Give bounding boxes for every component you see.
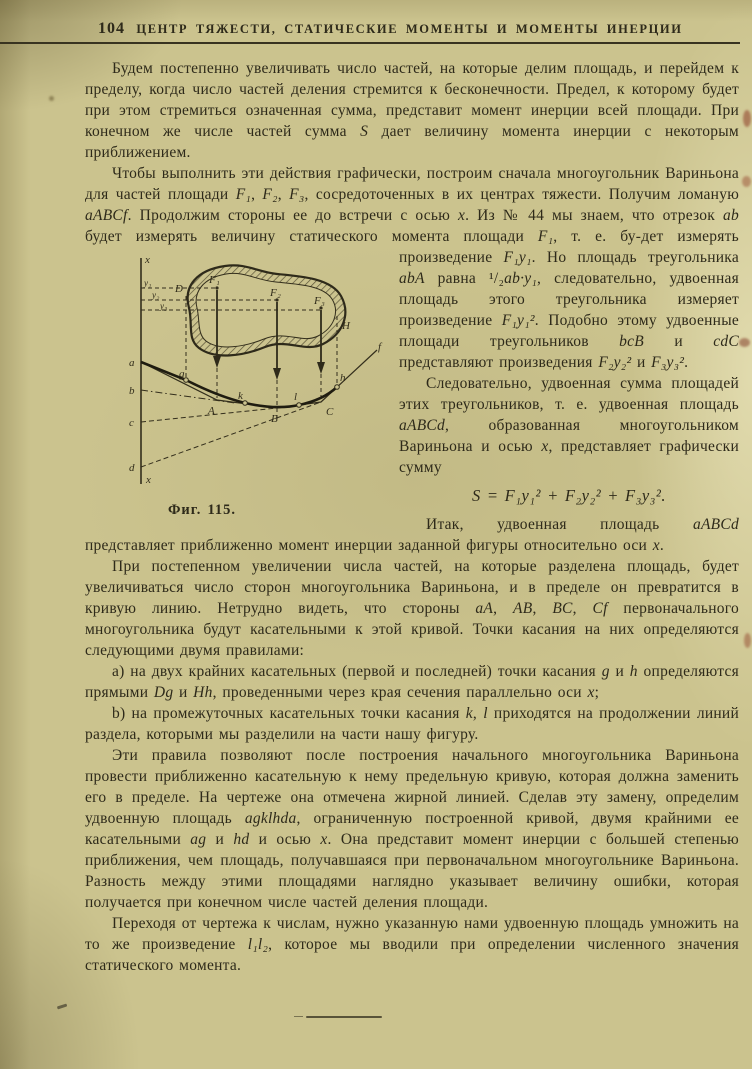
label-l: l xyxy=(294,391,298,403)
body-text xyxy=(0,44,752,976)
paragraph-construction-wrap: дет измерять произведение F₁y₁. Но площадь треугольника abA равна ¹/₂ab·y₁, следовательно, удвоенная площадь этого треугольника измеряет произведение F₁y₁². Подобно этому удвоенные площади треугольников bcB и cdC представляют произведения F₂y₂² и F₃y₃². xyxy=(399,228,740,371)
paragraph-rules-application: Эти правила позволяют после построения начального многоугольника Вариньона провести приближенно касательную к нему предельную кривую, которая должна заменить его в пределе. На чертеже она отмечена жирной линией. Сделав эту замену, определим удвоенную площадь agklhda, ограниченную построенной кривой, двумя крайними ее касательными ag и hd и осью x. Она представит момент инерции с большей степенью приближения, чем площадь, получавшаяся при первоначальном многоугольнике Вариньона. Разность между этими площадями наглядно указывает величину ошибки, которая получается при конечном числе частей деления площади. xyxy=(85,747,740,911)
running-header xyxy=(0,0,740,44)
arrowhead-F3 xyxy=(317,362,325,374)
arrowhead-F2 xyxy=(273,368,281,380)
moment-of-inertia-formula: S = F₁y₁² + F₂y₂² + F₃y₃². xyxy=(472,486,666,505)
label-D: D xyxy=(175,283,184,295)
paper-speck xyxy=(49,96,54,101)
paragraph-sum: Следовательно, удвоенная сумма площадей этих треугольников, т. е. удвоенная площадь aABCd, образованная многоугольником Вариньона и осью x, представляет графически сумму xyxy=(399,375,739,476)
figure-115 xyxy=(85,250,389,518)
running-title: ЦЕНТР ТЯЖЕСТИ, СТАТИЧЕСКИЕ МОМЕНТЫ И МОМЕНТЫ ИНЕРЦИИ xyxy=(136,22,683,36)
label-F1: F₁ xyxy=(209,274,221,286)
point-h xyxy=(335,385,340,390)
label-B: B xyxy=(271,413,278,425)
paragraph-increase: При постепенном увеличении числа частей, на которые разделена площадь, будет увеличиваться число сторон многоугольника Вариньона, и в пределе он превратится в кривую линию. Нетрудно видеть, что стороны aA, AB, BC, Cf первоначального многоугольника будут касательными к этой кривой. Точки касания на них определяются следующими двумя правилами: xyxy=(85,558,739,659)
label-k: k xyxy=(238,390,244,402)
ray-d xyxy=(141,402,321,467)
label-C: C xyxy=(326,406,334,418)
axis-label-x-top: x xyxy=(145,254,151,266)
arrowhead-F1 xyxy=(213,356,221,368)
label-h: h xyxy=(340,372,346,384)
section-end-divider xyxy=(306,1016,382,1018)
paragraph-final: Переходя от чертежа к числам, нужно указанную нами удвоенную площадь умножить на то же произведение l₁l₂, которое мы вводили при определении численного значения статического момента. xyxy=(85,915,739,974)
paragraph-construction-start: Чтобы выполнить эти действия графически, построим сначала многоугольник Вариньона для частей площади F₁, F₂, F₃, сосредоточенных в их центрах тяжести. Получим ломаную aABCf. Продолжим стороны ее до встречи с осью x. Из № 44 мы знаем, что отрезок ab будет измерять величину статического момента площади F₁, т. е. бу- xyxy=(85,165,740,245)
label-f: f xyxy=(378,341,382,353)
label-y1: y₁ xyxy=(144,278,152,288)
rule-a: а) на двух крайних касательных (первой и последней) точки касания g и h определяются прямыми Dg и Hh, проведенными через края сечения параллельно оси x; xyxy=(85,663,740,701)
rule-b: b) на промежуточных касательных точки касания k, l приходятся на продолжении линий раздела, которыми мы разделили на части нашу фигуру. xyxy=(85,705,739,743)
label-a: a xyxy=(129,357,135,369)
page-number: 104 xyxy=(98,20,125,37)
ink-stain xyxy=(739,338,750,347)
point-l xyxy=(297,403,302,408)
varignon-polygon-diagram xyxy=(85,250,389,492)
label-y3: y₃ xyxy=(160,301,168,311)
margin-mark xyxy=(57,1004,67,1009)
paragraph-itak: Итак, удвоенная площадь aABCd представляет приближенно момент инерции заданной фигуры относительно оси x. xyxy=(85,516,739,554)
label-b: b xyxy=(129,385,135,397)
point-k xyxy=(243,401,248,406)
label-d: d xyxy=(129,462,135,474)
centroid-F1 xyxy=(215,286,218,289)
ink-stain xyxy=(744,633,751,648)
paragraph-intro: Будем постепенно увеличивать число частей, на которые делим площадь, и перейдем к пределу, когда число частей деления стремится к бесконечности. Предел, к которому будет при этом стремиться означенная сумма, представит момент инерции всей площади. При конечном же числе частей сумма S дает величину момента инерции с некоторым приближением. xyxy=(85,60,739,161)
label-g: g xyxy=(179,368,185,380)
ink-stain xyxy=(743,110,751,127)
label-H: H xyxy=(342,320,351,332)
ink-stain xyxy=(742,176,751,187)
label-c: c xyxy=(129,417,135,429)
label-F2: F₂ xyxy=(270,287,282,299)
axis-label-x-bottom: x xyxy=(146,474,152,486)
label-y2: y₂ xyxy=(152,290,160,300)
label-F3: F₃ xyxy=(314,295,326,307)
figure-caption: Фиг. 115. xyxy=(167,502,237,518)
label-A: A xyxy=(208,405,215,417)
